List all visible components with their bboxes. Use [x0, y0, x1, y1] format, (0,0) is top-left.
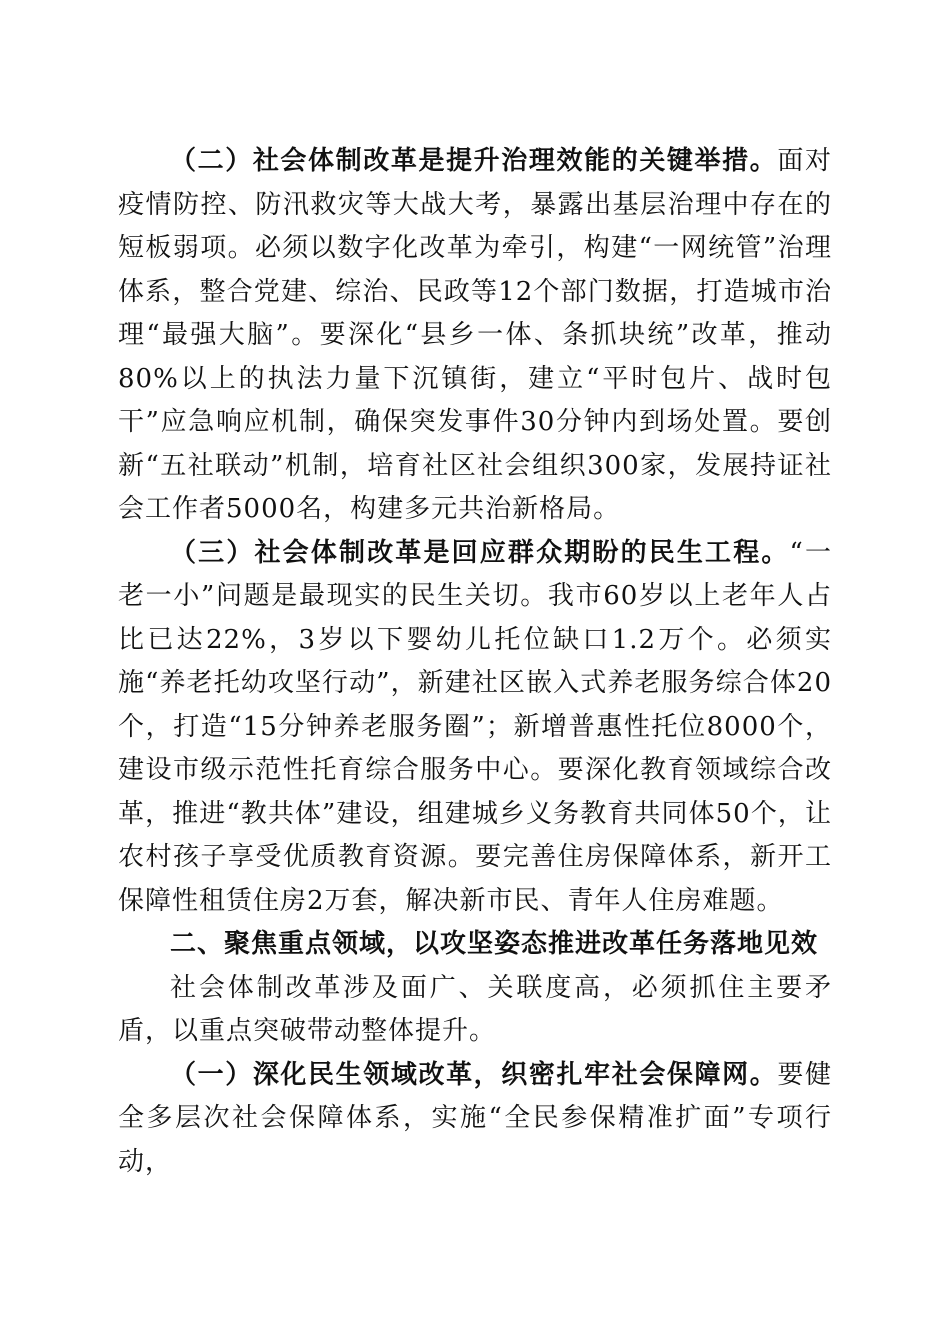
document-page	[118, 140, 832, 1184]
section-intro: 社会体制改革涉及面广、关联度高，必须抓住主要矛盾，以重点突破带动整体提升。	[118, 972, 832, 1046]
paragraph-lead: （一）深化民生领域改革，织密扎牢社会保障网。	[170, 1059, 778, 1090]
paragraph-body: 要健全多层次社会保障体系，实施“全民参保精准扩面”专项行动，	[118, 1059, 832, 1177]
paragraph-lead: （三）社会体制改革是回应群众期盼的民生工程。	[170, 537, 790, 568]
paragraph-body: “一老一小”问题是最现实的民生关切。我市60岁以上老年人占比已达22%，3岁以下婴幼儿托位缺口1.2万个。必须实施“养老托幼攻坚行动”，新建社区嵌入式养老服务综合体20个，打造“15分钟养老服务圈”；新增普惠性托位8000个，建设市级示范性托育综合服务中心。要深化教育领域综合改革，推进“教共体”建设，组建城乡义务教育共同体50个，让农村孩子享受优质教育资源。要完善住房保障体系，新开工保障性租赁住房2万套，解决新市民、青年人住房难题。	[118, 537, 832, 916]
section-heading: 二、聚焦重点领域，以攻坚姿态推进改革任务落地见效	[170, 929, 819, 959]
paragraph-governance	[118, 140, 832, 532]
paragraph-livelihood	[118, 532, 832, 924]
paragraph-body: 面对疫情防控、防汛救灾等大战大考，暴露出基层治理中存在的短板弱项。必须以数字化改革为牵引，构建“一网统管”治理体系，整合党建、综治、民政等12个部门数据，打造城市治理“最强大脑”。要深化“县乡一体、条抓块统”改革，推动80%以上的执法力量下沉镇街，建立“平时包片、战时包干”应急响应机制，确保突发事件30分钟内到场处置。要创新“五社联动”机制，培育社区社会组织300家，发展持证社会工作者5000名，构建多元共治新格局。	[118, 146, 832, 524]
paragraph-lead: （二）社会体制改革是提升治理效能的关键举措。	[170, 146, 778, 176]
paragraph-social-security	[118, 1054, 832, 1185]
